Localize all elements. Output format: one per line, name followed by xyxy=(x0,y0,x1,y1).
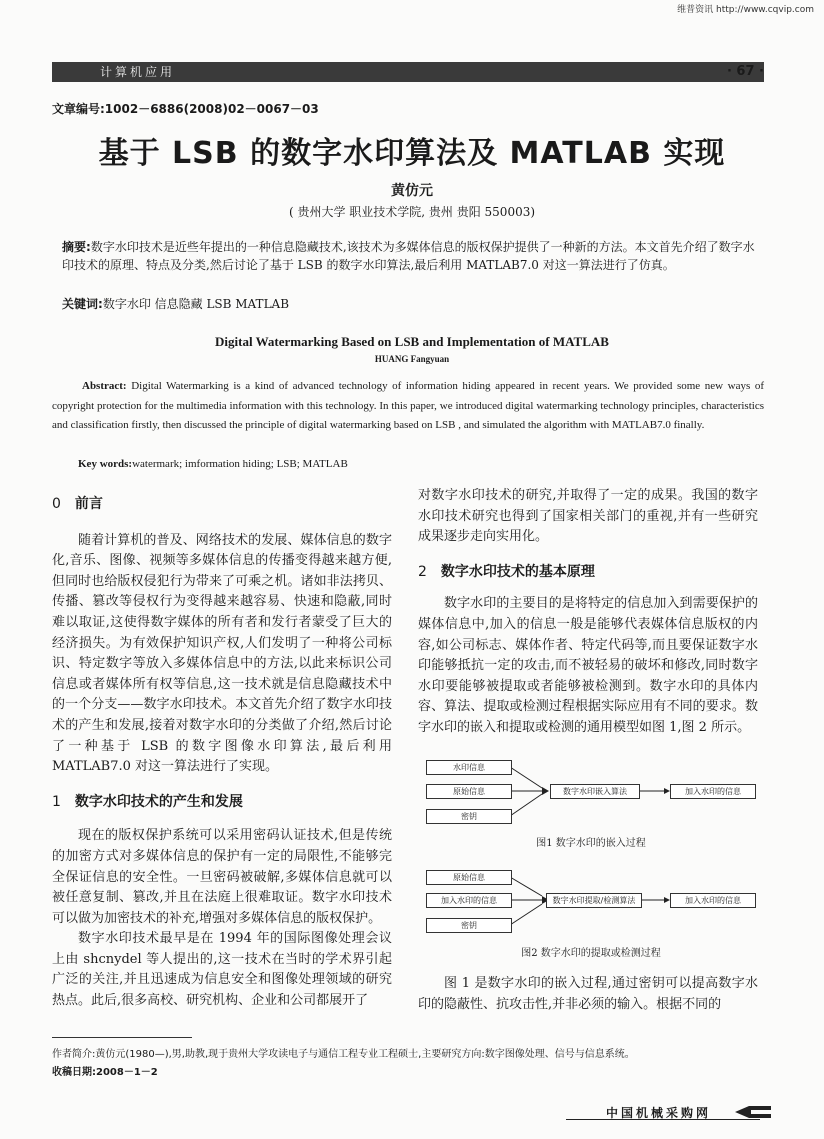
section-2-paragraph-1: 数字水印的主要目的是将特定的信息加入到需要保护的媒体信息中,加入的信息一般是能够代表媒体信息版权的内容,如公司标志、媒体作者、特定代码等,而且要保证数字水印能够抵抗一定的攻击,而不被轻易的破坏和修改,同时数字水印要能够被提取或者能够被检测到。数字水印的具体内容、算法、提取或检测过程根据实际应用有不同的要求。数字水印的嵌入和提取或检测的通用模型如图 1,图 2 所示。 xyxy=(418,596,758,735)
english-keywords-text: watermark; imformation hiding; LSB; MATLAB xyxy=(132,458,348,470)
keywords-cn xyxy=(62,295,289,312)
english-keywords-label: Key words: xyxy=(78,458,133,470)
received-date: 收稿日期:2008－1－2 xyxy=(52,1067,158,1078)
figure-2 xyxy=(418,864,764,964)
bottom-logo-text: 中国机械采购网 xyxy=(606,1106,712,1120)
fig2-key-box: 密钥 xyxy=(426,918,512,933)
figure-1-caption: 图1 数字水印的嵌入过程 xyxy=(536,838,646,849)
left-column xyxy=(52,494,392,1012)
abstract-cn xyxy=(62,238,762,274)
right-column-bottom xyxy=(418,974,758,1015)
footnote-rule xyxy=(52,1037,192,1038)
fig1-key-box: 密钥 xyxy=(426,809,512,824)
paper-affiliation: ( 贵州大学 职业技术学院, 贵州 贵阳 550003) xyxy=(288,205,536,219)
english-keywords xyxy=(78,458,348,470)
fig1-watermark-box: 水印信息 xyxy=(426,760,512,775)
fig2-algo-box: 数字水印提取/检测算法 xyxy=(546,893,642,908)
bottom-arrow-icon xyxy=(735,1104,771,1120)
article-number: 文章编号:1002－6886(2008)02－0067－03 xyxy=(52,102,319,116)
section-2-title: 数字水印技术的基本原理 xyxy=(440,563,595,580)
english-abstract xyxy=(52,377,764,436)
section-1-heading xyxy=(52,792,392,813)
bottom-rule xyxy=(566,1119,760,1120)
section-1-number: 1 xyxy=(52,793,61,810)
fig2-original-box: 原始信息 xyxy=(426,870,512,885)
section-0-heading xyxy=(52,494,392,515)
keywords-cn-label: 关键词: xyxy=(62,297,103,311)
figure-2-caption: 图2 数字水印的提取或检测过程 xyxy=(521,948,661,959)
keywords-cn-text: 数字水印 信息隐藏 LSB MATLAB xyxy=(102,297,290,311)
fig2-marked-box: 加入水印的信息 xyxy=(426,893,512,908)
section-0-paragraph: 随着计算机的普及、网络技术的发展、媒体信息的数字化,音乐、图像、视频等多媒体信息的传播变得越来越方便,但同时也给版权侵犯行为带来了可乘之机。诸如非法拷贝、传播、篡改等侵权行为变得越来越容易、快速和隐蔽,同时难以取证,这使得数字媒体的所有者和发行者蒙受了巨大的经济损失。为有效保护知识产权,人们发明了一种将公司标识、特定数字等放入多媒体信息中的方法,以此来标识公司信息或者媒体所有权等信息,这一技术就是信息隐藏技术中的一个分支——数字水印技术。本文首先介绍了数字水印技术的产生和发展,接着对数字水印的分类做了介绍,然后讨论了一种基于 LSB 的数字图像水印算法,最后利用 MATLAB7.0 对这一算法进行了实现。 xyxy=(52,532,392,775)
abstract-cn-label: 摘要: xyxy=(62,240,91,254)
author-introduction: 作者简介:黄仿元(1980—),男,助教,现于贵州大学攻读电子与通信工程专业工程硕士,主要研究方向:数字图像处理、信号与信息系统。 xyxy=(52,1049,635,1060)
section-2-heading xyxy=(418,562,758,583)
section-1-title: 数字水印技术的产生和发展 xyxy=(74,793,243,810)
right-column-top xyxy=(418,486,758,739)
page-number: · 67 · xyxy=(726,64,764,79)
fig2-output-box: 加入水印的信息 xyxy=(670,893,756,908)
section-0-number: 0 xyxy=(52,496,61,512)
section-2-number: 2 xyxy=(418,563,427,580)
paper-author: 黄仿元 xyxy=(391,183,433,199)
english-abstract-label: Abstract: xyxy=(82,380,127,392)
section-1-paragraph-2: 数字水印技术最早是在 1994 年的国际图像处理会议上由 shcnydel 等人提出的,这一技术在当时的学术界引起广泛的关注,并且迅速成为信息安全和图像处理领域的研究热点。此后,很多高校、研究机构、企业和公司都展开了 xyxy=(52,931,392,1009)
fig1-algo-box: 数字水印嵌入算法 xyxy=(550,784,640,799)
english-title: Digital Watermarking Based on LSB and Implementation of MATLAB xyxy=(215,334,609,349)
fig1-original-box: 原始信息 xyxy=(426,784,512,799)
paper-title: 基于 LSB 的数字水印算法及 MATLAB 实现 xyxy=(98,136,726,171)
figure-1 xyxy=(418,754,764,850)
abstract-cn-text: 数字水印技术是近些年提出的一种信息隐藏技术,该技术为多媒体信息的版权保护提供了一种新的方法。本文首先介绍了数字水印技术的原理、特点及分类,然后讨论了基于 LSB 的数字水印算法,最后利用 MATLAB7.0 对这一算法进行了仿真。 xyxy=(62,240,755,272)
english-abstract-text: Digital Watermarking is a kind of advanced technology of information hiding appeared in recent years. We provided some new ways of copyright protection for the multimedia information with this technology. In this paper, we introduced digital watermarking technology principles, characteristics and classification firstly, then discussed the principle of digital watermarking based on LSB , and simulated the algorithm with MATLAB7.0 finally. xyxy=(52,380,765,431)
top-watermark: 维普资讯 http://www.cqvip.com xyxy=(677,5,814,15)
fig1-output-box: 加入水印的信息 xyxy=(670,784,756,799)
section-1-paragraph-1: 现在的版权保护系统可以采用密码认证技术,但是传统的加密方式对多媒体信息的保护有一定的局限性,不能够完全保证信息的安全性。一旦密码被破解,多媒体信息就可以被任意复制、篡改,并且在法庭上很难取证。数字水印技术可以做为加密技术的补充,增强对多媒体信息的版权保护。 xyxy=(52,828,392,926)
section-band-label: 计算机应用 xyxy=(100,65,176,79)
section-0-title: 前言 xyxy=(74,496,103,512)
continued-paragraph: 对数字水印技术的研究,并取得了一定的成果。我国的数字水印技术研究也得到了国家相关部门的重视,并有一些研究成果逐步走向实用化。 xyxy=(418,488,758,545)
section-2-paragraph-2: 图 1 是数字水印的嵌入过程,通过密钥可以提高数字水印的隐蔽性、抗攻击性,并非必须的输入。根据不同的 xyxy=(418,976,758,1012)
english-author: HUANG Fangyuan xyxy=(374,354,450,364)
